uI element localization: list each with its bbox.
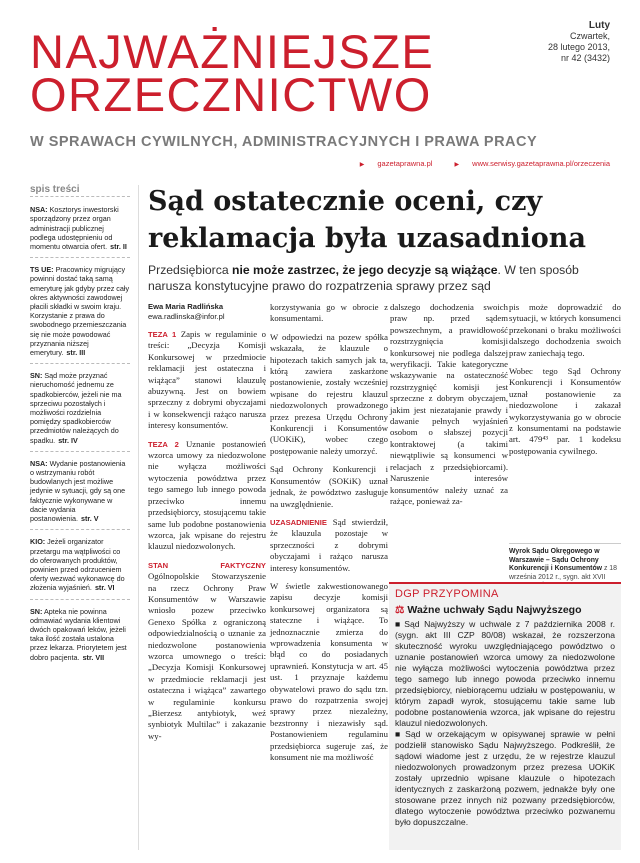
- column-divider: [138, 185, 139, 850]
- issue-month: Luty: [588, 20, 610, 31]
- toc-item[interactable]: NSA: Kosztorys inwestorski sporządzony przez organ administracji publicznej podlega udostępnieniu od momentu otwarcia ofert. str. II: [30, 205, 130, 258]
- article-column-4: [509, 302, 621, 464]
- toc-item[interactable]: NSA: Wydanie postanowienia o wstrzymaniu robót budowlanych jest możliwe jedynie w sytuacji, gdy są one faktycznie wykonywane w dacie wydania postanowienia. str. V: [30, 459, 130, 530]
- article-lead: Przedsiębiorca nie może zastrzec, że jego decyzje są wiążące. W ten sposób narusza konstytucyjne prawo do rozpatrzenia sprawy przez sąd: [148, 263, 579, 293]
- dgp-heading: DGP PRZYPOMINA: [395, 588, 499, 600]
- paragraph: Sąd Ochrony Konkurencji i Konsumentów (SOKiK) uznał jednak, że powództwo zasługuje na uwzględnienie.: [270, 464, 388, 509]
- author-email[interactable]: ewa.radlinska@infor.pl: [148, 311, 225, 321]
- link-gazetaprawna[interactable]: ▶ gazetaprawna.pl: [359, 159, 433, 168]
- masthead-title: [30, 25, 435, 121]
- paragraph: TEZA 2 Uznanie postanowień wzorca umowy za niedozwolone nie wyłącza możliwości wytoczenia powództwa przez tego samego lub innego powoda przeciwko innemu przedsiębiorcy, stosującemu takie same lub podobne postanowienia wzorca, jak wpisane do rejestru klauzul niedozwolonych.: [148, 438, 266, 552]
- table-of-contents: [30, 185, 130, 675]
- paragraph: UZASADNIENIE Sąd stwierdził, że klauzula pozostaje w sprzeczności z dobrymi obyczajami i rażąco narusza interesy konsumentów.: [270, 516, 388, 573]
- dgp-title: ⚖ Ważne uchwały Sądu Najwyższego: [395, 604, 582, 616]
- issue-date-line2: 28 lutego 2013,: [547, 42, 610, 52]
- article-headline: Sąd ostatecznie oceni, czy reklamacja była uzasadniona: [148, 186, 586, 254]
- paragraph: Wobec tego Sąd Ochrony Konkurencji i Konsumentów uznał postanowienie za niedozwolone i zakazał wykorzystywania go w obrocie z konsumentami na podstawie art. 479⁴³ par. 1 kodeksu postępowania cywilnego.: [509, 366, 621, 456]
- article-column-3: [390, 302, 508, 514]
- dgp-paragraph: ■ Sąd w orzekającym w opisywanej sprawie w pełni podzielił stanowisko Sądu Najwyższego. Podkreślił, że sądowi wiadome jest z urzędu, że w rejestrze klauzul niedozwolonych prowadzonym przez prezesa UOKiK zostały uprzednio wpisane klauzule o hipotezach identycznych z zaskarżoną pozwem, jednakże były one stosowane przez innych niż pozwany przedsiębiorców, dlatego wytoczenie powództwa przeciwko pozwanemu było dopuszczalne.: [395, 729, 615, 827]
- article-column-2: [270, 302, 388, 770]
- square-bullet-icon: ■: [395, 619, 403, 629]
- toc-item[interactable]: KIO: Jeżeli organizator przetargu ma wątpliwości co do oferowanych produktów, powinien przed odrzuceniem oferty wezwać wykonawcę do złożenia wyjaśnień. str. VI: [30, 537, 130, 599]
- issue-info: [548, 20, 610, 64]
- paragraph: pis może doprowadzić do sytuacji, w których konsumenci przekonani o braku możliwości dalszego dochodzenia swoich praw zaniechają tego.: [509, 302, 621, 358]
- paragraph: W odpowiedzi na pozew spółka wskazała, że klauzule o hipotezach takich samych jak ta, którą zawiera zaskarżone postanowienie, zostały wcześniej wpisane do rejestru klauzul niedozwolonych prowadzonego przez prezesa Urzędu Ochrony Konkurencji i Konsumentów (UOKiK), wobec czego postępowanie należy umorzyć.: [270, 331, 388, 456]
- toc-item[interactable]: SN: Apteka nie powinna odmawiać wydania klientowi dwóch opakowań leków, jeżeli taka ilość została ustalona przez lekarza. Priorytetem jest dobro pacjenta. str. VII: [30, 606, 127, 662]
- paragraph: dalszego dochodzenia swoich praw np. przed sądem powszechnym, a prawidłowość rozstrzygnięcia komisji konkursowej nie podlega dalszej weryfikacji. Takie kategoryczne wskazywanie na ostateczność rozstrzygnięć komisji jest sprzeczne z dobrym obyczajem, jakim jest niezatajanie prawdy i dawanie pełnych wyjaśnień osobom o słabszej pozycji kontraktowej (a takimi niewątpliwie są konsumenci w relacjach z przedsiębiorcami). Naruszenie interesów konsumentów należy uznać za rażące, ponieważ za-: [390, 302, 508, 506]
- author-byline: [148, 302, 266, 321]
- masthead-links: [340, 159, 610, 168]
- paragraph: STAN FAKTYCZNY Ogólnopolskie Stowarzyszenie na rzecz Ochrony Praw Konsumentów w Warszawie wniosło pozew przeciwko Genexo Spółka z ograniczoną odpowiedzialnością o uznanie za niedozwolone postanowienia wzorca umownego o treści: „Decyzja Komisji Konkursowej w przedmiocie reklamacji jest ostateczna i wiążąca” zawartego w regulaminie konkursu „Bierzesz antybiotyk, weź synbiotyk Multilac” i zakazanie wy-: [148, 560, 266, 741]
- toc-item[interactable]: TS UE: Pracownicy migrujący powinni dostać taką samą emeryturę jak gdyby przez cały okres aktywności zawodowej płacili składki w swoim kraju. Korzystanie z prawa do swobodnego przemieszczania się nie może powodować przyznania niższej emerytury. str. III: [30, 265, 130, 364]
- masthead-title-line2: ORZECZNICTWO: [30, 68, 432, 121]
- link-serwisy[interactable]: ▶ www.serwisy.gazetaprawna.pl/orzeczenia: [454, 159, 610, 168]
- square-icon: ▶: [454, 162, 460, 168]
- ruling-caption: Wyrok Sądu Okręgowego w Warszawie – Sądu Ochrony Konkurencji i Konsumentów z 18 września 2012 r., sygn. akt XVII: [509, 543, 621, 591]
- paragraph: TEZA 1 Zapis w regulaminie o treści: „Decyzja Komisji Konkursowej w przedmiocie reklamacji jest ostateczna i wiążąca” stanowi klauzulę abuzywną. Jest on bowiem sprzeczny z dobrymi obyczajami i w konsekwencji rażąco narusza interesy konsumentów.: [148, 329, 266, 431]
- paragraph: korzystywania go w obrocie z konsumentami.: [270, 302, 388, 324]
- toc-heading: spis treści: [30, 185, 130, 197]
- square-icon: ▶: [359, 162, 365, 168]
- masthead: [0, 0, 640, 180]
- issue-number: nr 42 (3432): [560, 53, 610, 63]
- masthead-title-line1: NAJWAŻNIEJSZE: [30, 25, 435, 78]
- article-column-1: [148, 302, 266, 749]
- dgp-reminder-box: [389, 582, 621, 850]
- square-bullet-icon: ■: [395, 729, 404, 739]
- toc-item[interactable]: SN: Sąd może przyznać nieruchomość jednemu ze spadkobierców, jeżeli nie ma sprzeciwu pozostałych i możliwości rozdzielnia pomiędzy spadkobierców przedmiotów należących do spadku. str. IV: [30, 371, 130, 452]
- author-name: Ewa Maria Radlińska: [148, 302, 224, 311]
- paragraph: W świetle zakwestionowanego zapisu decyzje komisji konkursowej organizatora są stateczne i wiążące. To jednoznacznie zmierza do wprowadzenia konsumenta w błąd co do posiadanych uprawnień. Konstytucja w art. 45 ust. 1 przyznaje każdemu obywatelowi prawo do sądu tzn. prawo do rozpatrzenia swojej sprawy przez niezależny, bezstronny i niezawisły sąd. Postanowieniem regulaminu przedsiębiorca sugeruje zaś, że konsument nie ma możliwość: [270, 580, 388, 763]
- gavel-icon: ⚖: [395, 604, 405, 616]
- issue-date-line1: Czwartek,: [569, 31, 610, 41]
- masthead-subtitle: W SPRAWACH CYWILNYCH, ADMINISTRACYJNYCH I PRAWA PRACY: [30, 134, 538, 150]
- dgp-paragraph: ■ Sąd Najwyższy w uchwale z 7 października 2008 r. (sygn. akt III CZP 80/08) wskazał, że rozszerzona skuteczność wyroku uwzględniającego powództwo o uznanie postanowień wzorca umowy za niedozwolone nie wyłącza możliwości wytoczenia powództwa przez tego samego lub innego powoda przeciwko innemu przedsiębiorcy, niebiorącemu udziału w postępowaniu, w którym zapadł wyrok, stosującemu takie same lub podobne postanowienia wzorca, jak wpisane do rejestru klauzul niedozwolonych.: [395, 619, 615, 728]
